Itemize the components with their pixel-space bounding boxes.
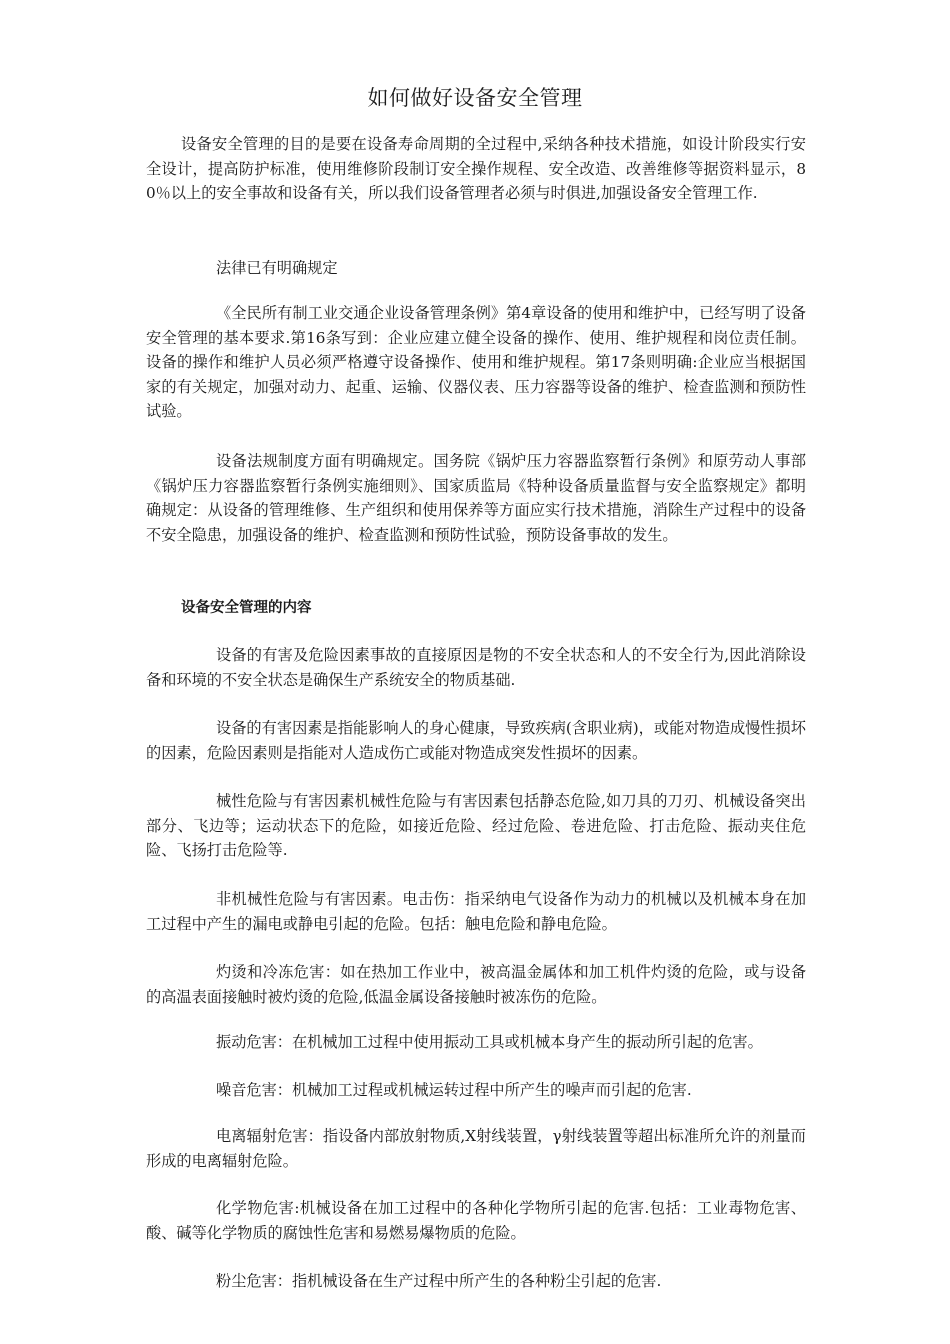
- chemical-hazard-paragraph: 化学物危害:机械设备在加工过程中的各种化学物所引起的危害.包括：工业毒物危害、酸、碱等化学物质的腐蚀性危害和易燃易爆物质的危险。: [146, 1199, 806, 1242]
- law-paragraph-1: 《全民所有制工业交通企业设备管理条例》第4章设备的使用和维护中，已经写明了设备安全管理的基本要求.第16条写到：企业应建立健全设备的操作、使用、维护规程和岗位责任制。设备的操作和维护人员必须严格遵守设备操作、使用和维护规程。第17条则明确:企业应当根据国家的有关规定，加强对动力、起重、运输、仪器仪表、压力容器等设备的维护、检查监测和预防性试验。: [146, 304, 806, 420]
- vibration-hazard-paragraph: 振动危害：在机械加工过程中使用振动工具或机械本身产生的振动所引起的危害。: [216, 1033, 763, 1051]
- content-heading: 设备安全管理的内容: [181, 600, 312, 616]
- law-heading: 法律已有明确规定: [216, 259, 338, 277]
- law-paragraph-2: 设备法规制度方面有明确规定。国务院《锅炉压力容器监察暂行条例》和原劳动人事部《锅炉压力容器监察暂行条例实施细则》、国家质监局《特种设备质量监督与安全监察规定》都明确规定：从设备的管理维修、生产组织和使用保养等方面应实行技术措施，消除生产过程中的设备不安全隐患，加强设备的维护、检查监测和预防性试验，预防设备事故的发生。: [146, 452, 806, 544]
- intro-paragraph: 设备安全管理的目的是要在设备寿命周期的全过程中,采纳各种技术措施，如设计阶段实行安全设计，提高防护标准，使用维修阶段制订安全操作规程、安全改造、改善维修等据资料显示，80％以上的安全事故和设备有关，所以我们设备管理者必须与时俱进,加强设备安全管理工作.: [146, 135, 806, 202]
- dust-hazard-paragraph: 粉尘危害：指机械设备在生产过程中所产生的各种粉尘引起的危害.: [216, 1272, 662, 1290]
- radiation-hazard-paragraph: 电离辐射危害：指设备内部放射物质,X射线装置，γ射线装置等超出标准所允许的剂量而形成的电离辐射危险。: [146, 1127, 806, 1170]
- mechanical-hazard-paragraph: 械性危险与有害因素机械性危险与有害因素包括静态危险,如刀具的刀刃、机械设备突出部分、飞边等；运动状态下的危险，如接近危险、经过危险、卷进危险、打击危险、振动夹住危险、飞扬打击危险等.: [146, 792, 806, 859]
- hazard-definition-paragraph: 设备的有害因素是指能影响人的身心健康，导致疾病(含职业病)，或能对物造成慢性损坏的因素，危险因素则是指能对人造成伤亡或能对物造成突发性损坏的因素。: [146, 719, 806, 762]
- noise-hazard-paragraph: 噪音危害：机械加工过程或机械运转过程中所产生的噪声而引起的危害.: [216, 1081, 692, 1099]
- hazard-cause-paragraph: 设备的有害及危险因素事故的直接原因是物的不安全状态和人的不安全行为,因此消除设备和环境的不安全状态是确保生产系统安全的物质基础.: [146, 646, 806, 689]
- electrical-hazard-paragraph: 非机械性危险与有害因素。电击伤：指采纳电气设备作为动力的机械以及机械本身在加工过程中产生的漏电或静电引起的危险。包括：触电危险和静电危险。: [146, 890, 806, 933]
- document-title: 如何做好设备安全管理: [367, 86, 583, 110]
- burn-hazard-paragraph: 灼烫和冷冻危害：如在热加工作业中，被高温金属体和加工机件灼烫的危险，或与设备的高温表面接触时被灼烫的危险,低温金属设备接触时被冻伤的危险。: [146, 963, 806, 1006]
